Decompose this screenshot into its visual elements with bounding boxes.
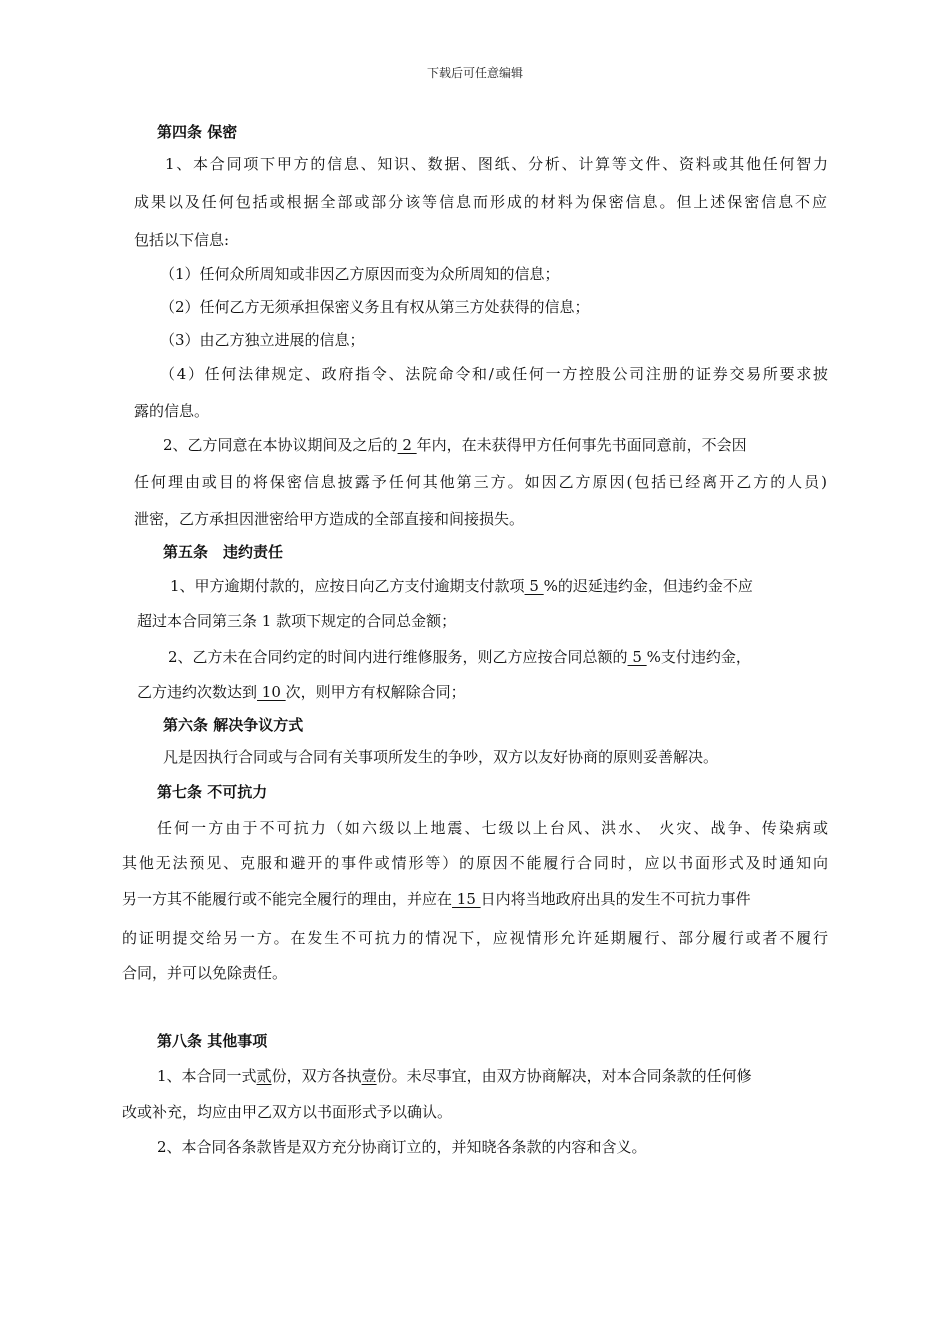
article-6-p1: 凡是因执行合同或与合同有关事项所发生的争吵，双方以友好协商的原则妥善解决。 xyxy=(163,748,719,766)
article-4-p1-line2: 成果以及任何包括或根据全部或部分该等信息而形成的材料为保密信息。但上述保密信息不应 xyxy=(134,193,827,211)
article-7-line4: 的证明提交给另一方。在发生不可抗力的情况下，应视情形允许延期履行、部分履行或者不履行 xyxy=(122,929,828,947)
article-5-p1-text-a: 1、甲方逾期付款的，应按日向乙方支付逾期支付款项 xyxy=(170,577,525,595)
article-8-p1-line1 xyxy=(157,1066,752,1086)
article-4-p2-line3: 泄密，乙方承担因泄密给甲方造成的全部直接和间接损失。 xyxy=(134,510,525,528)
article-5-title: 第五条 违约责任 xyxy=(163,543,284,561)
article-8-p1-line2: 改或补充，均应由甲乙双方以书面形式予以确认。 xyxy=(122,1103,453,1121)
breach-count: 10 xyxy=(257,683,286,701)
article-8-p1-text-b: 份，双方各执 xyxy=(271,1067,362,1085)
article-5-p2-text-a: 2、乙方未在合同约定的时间内进行维修服务，则乙方应按合同总额的 xyxy=(168,648,628,666)
article-8-p1-text-a: 1、本合同一式 xyxy=(157,1067,257,1085)
article-5-p2-line2 xyxy=(137,682,466,702)
article-4-p2-text-a: 2、乙方同意在本协议期间及之后的 xyxy=(163,436,398,454)
late-payment-rate: 5 xyxy=(524,577,544,595)
notice-days: 15 xyxy=(452,890,481,908)
article-7-line3-text-b: 日内将当地政府出具的发生不可抗力事件 xyxy=(480,890,751,908)
article-4-title: 第四条 保密 xyxy=(157,123,238,141)
article-7-line2: 其他无法预见、克服和避开的事件或情形等）的原因不能履行合同时，应以书面形式及时通知向 xyxy=(122,854,828,872)
article-7-line3-text-a: 另一方其不能履行或不能完全履行的理由，并应在 xyxy=(122,890,453,908)
article-4-p2-line2: 任何理由或目的将保密信息披露予任何其他第三方。如因乙方原因(包括已经离开乙方的人员) xyxy=(134,473,827,491)
copies-each: 壹 xyxy=(361,1067,377,1085)
article-4-item-4-line2: 露的信息。 xyxy=(134,402,210,420)
article-5-p2-text-d: 次，则甲方有权解除合同； xyxy=(285,683,466,701)
confidentiality-years: 2 xyxy=(397,436,417,454)
article-7-title: 第七条 不可抗力 xyxy=(157,783,268,801)
article-8-p1-text-c: 份。未尽事宜，由双方协商解决，对本合同条款的任何修 xyxy=(376,1067,752,1085)
article-5-p2-text-b: %支付违约金， xyxy=(646,648,751,666)
article-5-p1-line1 xyxy=(170,576,753,596)
article-5-p1-line2: 超过本合同第三条 1 款项下规定的合同总金额； xyxy=(137,612,457,630)
article-7-line3 xyxy=(122,889,751,909)
article-7-line5: 合同，并可以免除责任。 xyxy=(122,964,288,982)
article-4-item-3: （3）由乙方独立进展的信息； xyxy=(160,331,365,349)
article-7-line1: 任何一方由于不可抗力（如六级以上地震、七级以上台风、洪水、 火灾、战争、传染病或 xyxy=(157,819,828,837)
article-8-title: 第八条 其他事项 xyxy=(157,1032,268,1050)
article-5-p1-text-b: %的迟延违约金，但违约金不应 xyxy=(543,577,753,595)
penalty-rate: 5 xyxy=(627,648,647,666)
article-4-item-4-line1: （4）任何法律规定、政府指令、法院命令和/或任何一方控股公司注册的证券交易所要求披 xyxy=(160,365,828,383)
article-6-title: 第六条 解决争议方式 xyxy=(163,716,304,734)
article-4-p1-line3: 包括以下信息: xyxy=(134,231,230,249)
article-4-item-1: （1）任何众所周知或非因乙方原因而变为众所周知的信息； xyxy=(160,265,560,283)
article-5-p2-line1 xyxy=(168,647,751,667)
page-header: 下载后可任意编辑 xyxy=(426,66,523,80)
article-4-p2-text-b: 年内，在未获得甲方任何事先书面同意前，不会因 xyxy=(416,436,747,454)
copies-count: 贰 xyxy=(256,1067,272,1085)
article-4-p2-line1 xyxy=(163,435,747,455)
article-5-p2-text-c: 乙方违约次数达到 xyxy=(137,683,258,701)
article-8-p2: 2、本合同各条款皆是双方充分协商订立的，并知晓各条款的内容和含义。 xyxy=(157,1138,647,1156)
article-4-item-2: （2）任何乙方无须承担保密义务且有权从第三方处获得的信息； xyxy=(160,298,590,316)
article-4-p1-line1: 1、本合同项下甲方的信息、知识、数据、图纸、分析、计算等文件、资料或其他任何智力 xyxy=(165,155,828,173)
